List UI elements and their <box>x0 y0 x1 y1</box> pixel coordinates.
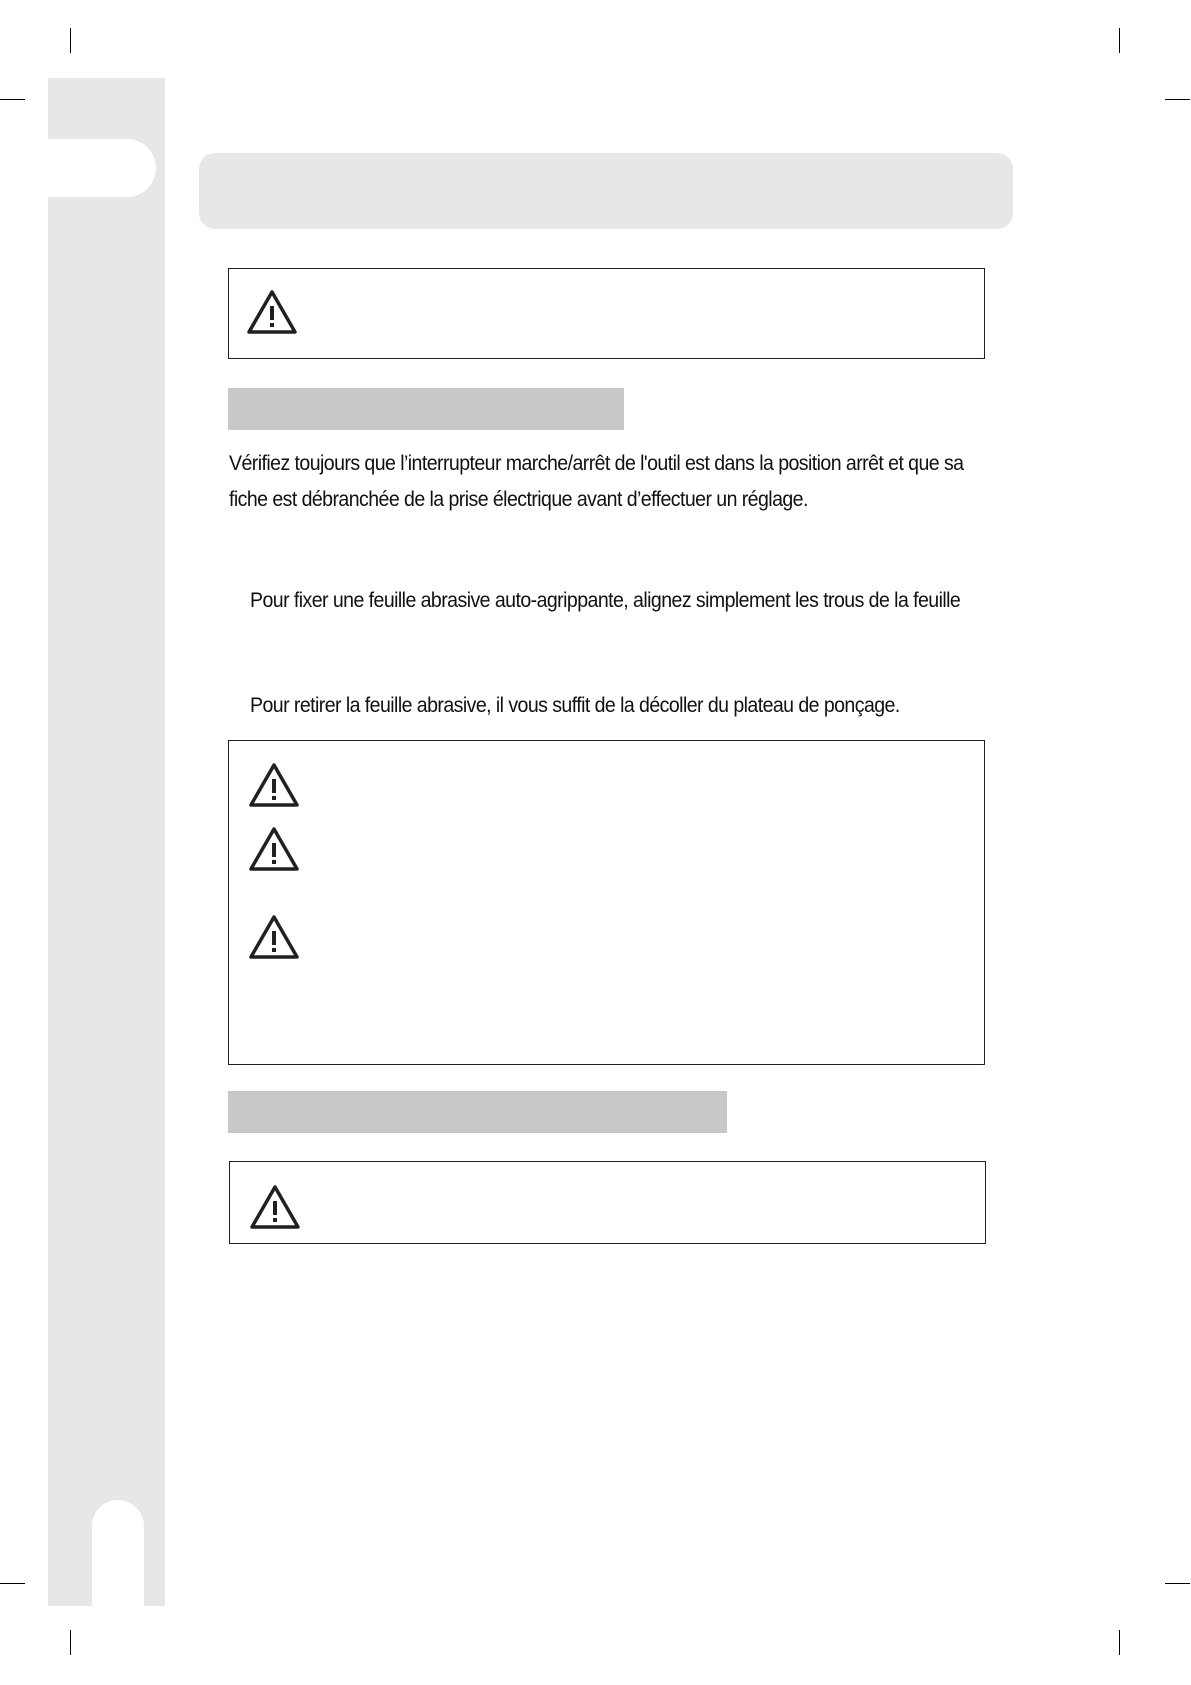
warning-box-top <box>228 268 985 359</box>
crop-mark <box>0 99 25 100</box>
crop-mark <box>70 1630 71 1655</box>
warning-triangle-icon <box>248 826 300 872</box>
sidebar-tab-top <box>48 139 156 197</box>
warning-triangle-icon <box>248 762 300 808</box>
sidebar-tab-bottom <box>92 1500 144 1606</box>
crop-mark <box>1119 1630 1120 1655</box>
warning-triangle-icon <box>248 914 300 960</box>
attach-instruction: Pour fixer une feuille abrasive auto-agrippante, alignez simplement les trous de la feuille <box>250 589 961 612</box>
section-heading-2 <box>228 1091 727 1133</box>
warning-box-middle <box>228 740 985 1065</box>
section-heading-1 <box>228 388 624 430</box>
crop-mark <box>0 1583 25 1584</box>
crop-mark <box>1165 99 1190 100</box>
warning-triangle-icon <box>246 289 298 335</box>
page-sidebar <box>48 78 165 1606</box>
intro-paragraph: Vérifiez toujours que l’interrupteur marche/arrêt de l'outil est dans la position arrêt et que sa fiche est débranchée de la prise électrique avant d’effectuer un réglage. <box>229 452 964 511</box>
remove-instruction: Pour retirer la feuille abrasive, il vous suffit de la décoller du plateau de ponçage. <box>250 694 900 717</box>
crop-mark <box>1165 1583 1190 1584</box>
crop-mark <box>70 28 71 53</box>
crop-mark <box>1119 28 1120 53</box>
warning-box-bottom <box>229 1161 986 1244</box>
section-heading-label <box>228 1091 727 1107</box>
section-heading-label <box>228 388 624 404</box>
warning-triangle-icon <box>249 1184 301 1230</box>
header-banner <box>199 153 1013 229</box>
